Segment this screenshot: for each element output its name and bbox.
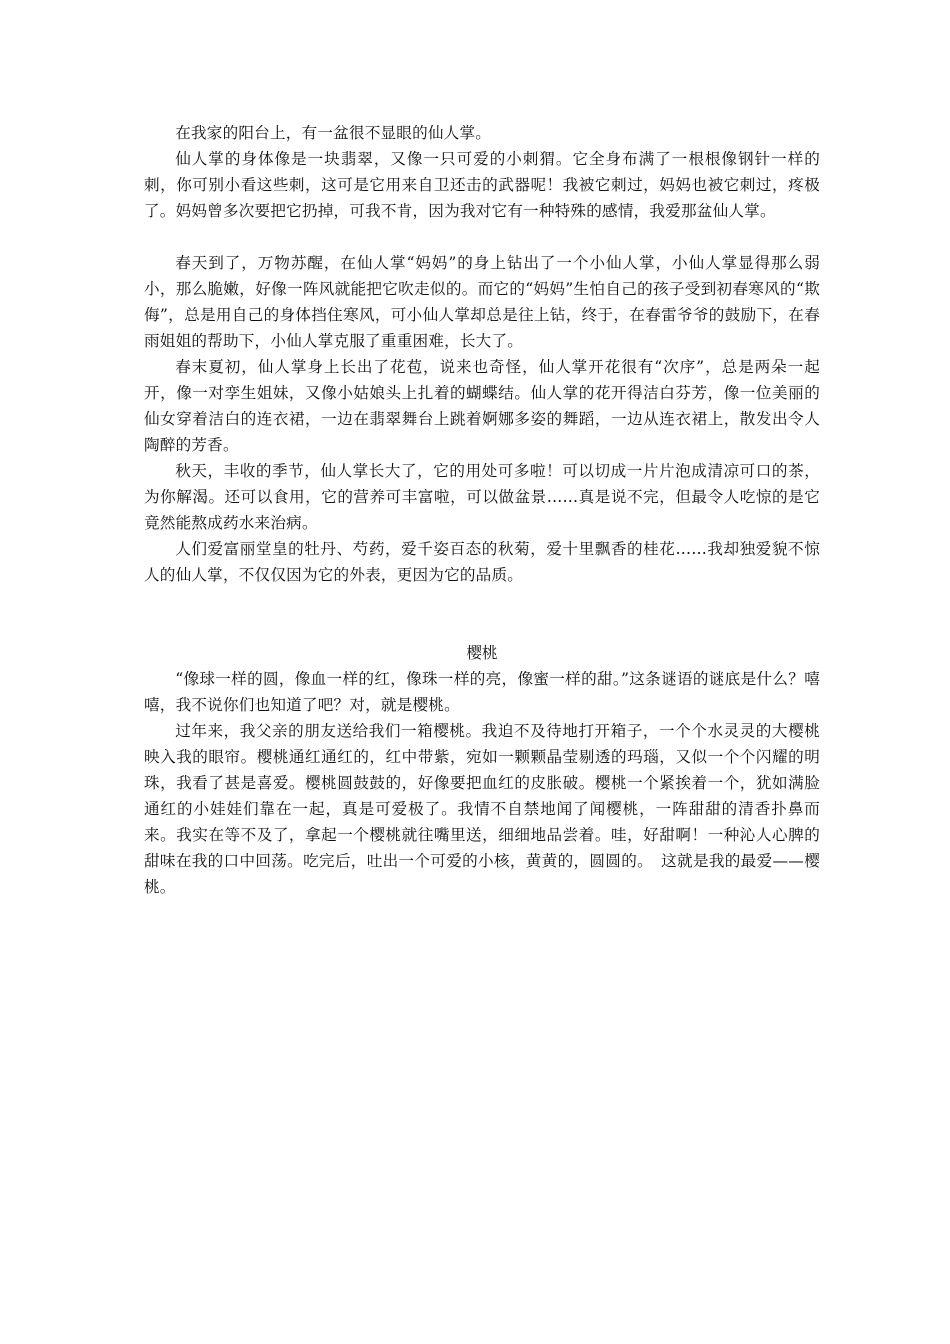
- essay1-paragraph-2: 仙人掌的身体像是一块翡翠，又像一只可爱的小刺猬。它全身布满了一根根像钢针一样的刺，你可别小看这些刺，这可是它用来自卫还击的武器呢！我被它刺过，妈妈也被它刺过，疼极了。妈妈曾多次要把它扔掉，可我不肯，因为我对它有一种特殊的感情，我爱那盆仙人掌。: [144, 150, 820, 220]
- essay2-title: 樱桃: [466, 644, 498, 662]
- essay2-paragraph-1: “像球一样的圆，像血一样的红，像珠一样的亮，像蜜一样的甜。”这条谜语的谜底是什么？嘻嘻，我不说你们也知道了吧？对，就是樱桃。: [144, 670, 820, 714]
- essay1-paragraph-1: 在我家的阳台上，有一盆很不显眼的仙人掌。: [175, 124, 492, 142]
- document-page: [144, 120, 820, 900]
- paragraph-spacer: [144, 224, 820, 250]
- essay1-paragraph-3: 春天到了，万物苏醒，在仙人掌“妈妈”的身上钻出了一个小仙人掌，小仙人掌显得那么弱小，那么脆嫩，好像一阵风就能把它吹走似的。而它的“妈妈”生怕自己的孩子受到初春寒风的“欺侮”，总是用自己的身体挡住寒风，可小仙人掌却总是往上钻，终于，在春雷爷爷的鼓励下，在春雨姐姐的帮助下，小仙人掌克服了重重困难，长大了。: [144, 254, 820, 350]
- section-spacer: [144, 588, 820, 640]
- essay1-paragraph-6: 人们爱富丽堂皇的牡丹、芍药，爱千姿百态的秋菊，爱十里飘香的桂花……我却独爱貌不惊人的仙人掌，不仅仅因为它的外表，更因为它的品质。: [144, 540, 820, 584]
- essay2-paragraph-2: 过年来，我父亲的朋友送给我们一箱樱桃。我迫不及待地打开箱子，一个个水灵灵的大樱桃映入我的眼帘。樱桃通红通红的，红中带紫，宛如一颗颗晶莹剔透的玛瑙，又似一个个闪耀的明珠，我看了甚是喜爱。樱桃圆鼓鼓的，好像要把血红的皮胀破。樱桃一个紧挨着一个，犹如满脸通红的小娃娃们靠在一起，真是可爱极了。我情不自禁地闻了闻樱桃，一阵甜甜的清香扑鼻而来。我实在等不及了，拿起一个樱桃就往嘴里送，细细地品尝着。哇，好甜啊！一种沁人心脾的甜味在我的口中回荡。吃完后，吐出一个可爱的小核，黄黄的，圆圆的。 这就是我的最爱——樱桃。: [144, 722, 820, 896]
- essay1-paragraph-5: 秋天，丰收的季节，仙人掌长大了，它的用处可多啦！可以切成一片片泡成清凉可口的茶，为你解渴。还可以食用，它的营养可丰富啦，可以做盆景……真是说不完，但最令人吃惊的是它竟然能熬成药水来治病。: [144, 462, 820, 532]
- essay1-paragraph-4: 春末夏初，仙人掌身上长出了花苞，说来也奇怪，仙人掌开花很有“次序”，总是两朵一起开，像一对孪生姐妹，又像小姑娘头上扎着的蝴蝶结。仙人掌的花开得洁白芬芳，像一位美丽的仙女穿着洁白的连衣裙，一边在翡翠舞台上跳着婀娜多姿的舞蹈，一边从连衣裙上，散发出令人陶醉的芳香。: [144, 358, 820, 454]
